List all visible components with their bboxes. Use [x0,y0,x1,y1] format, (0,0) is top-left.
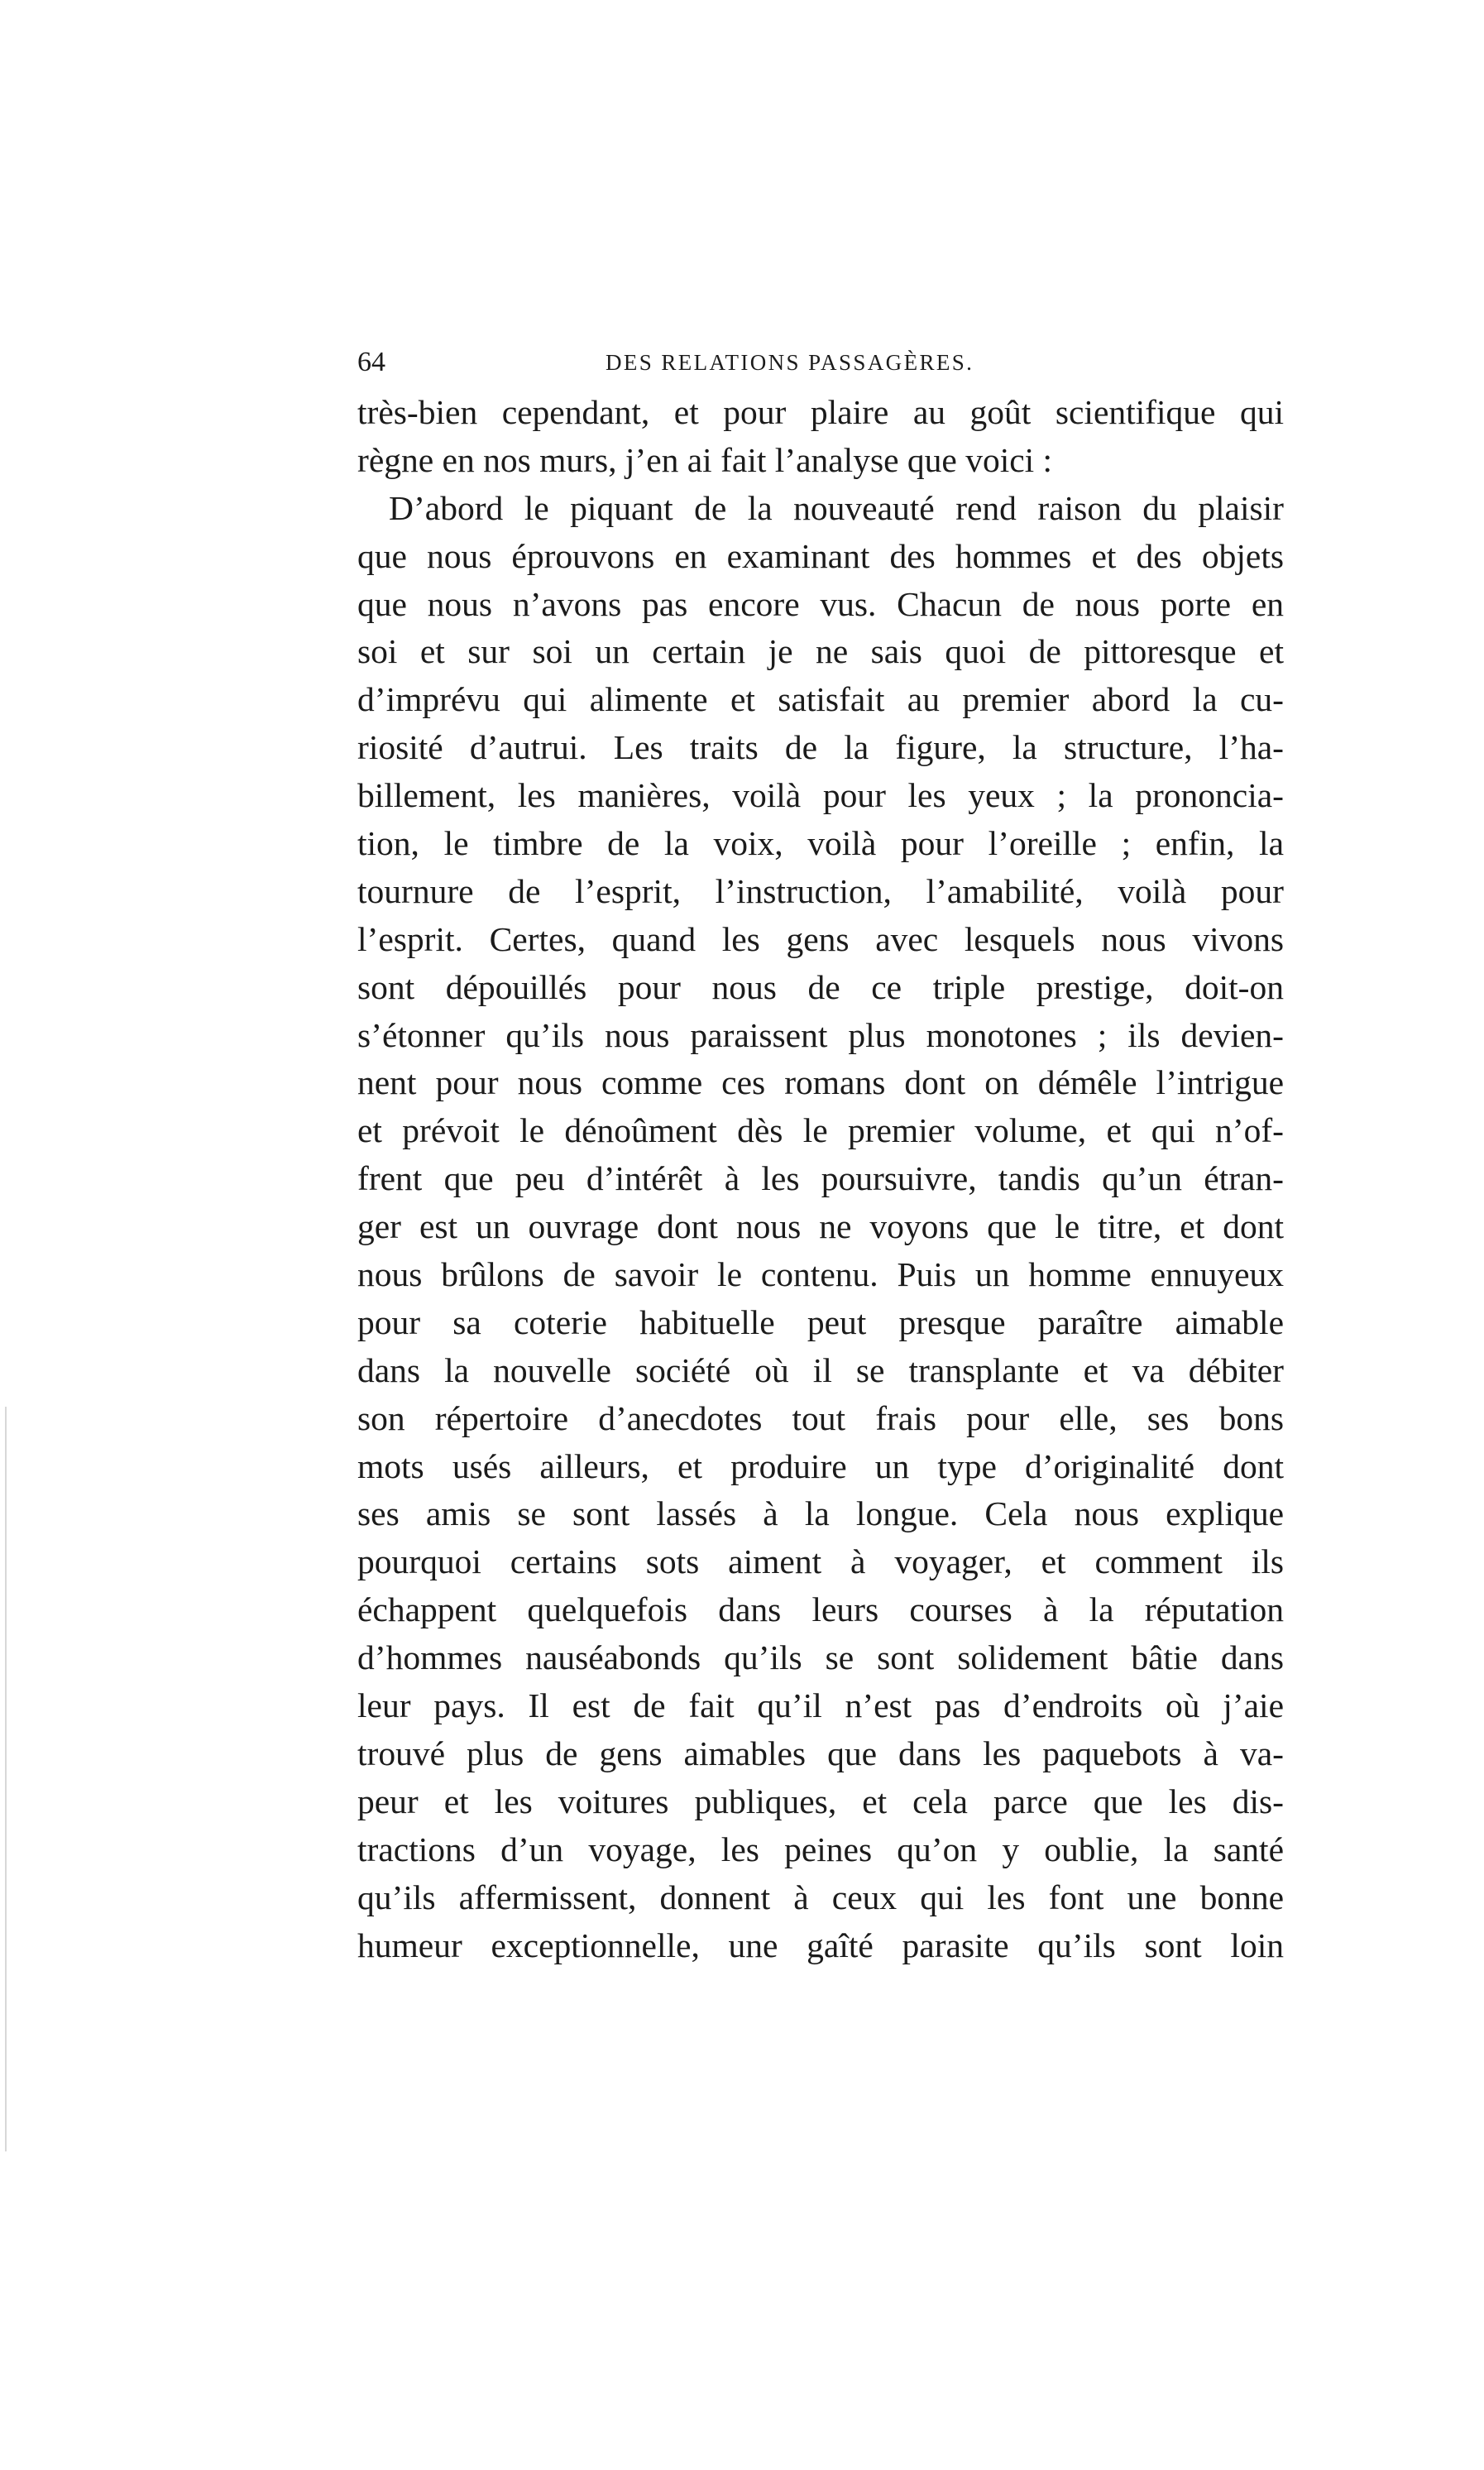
text-line: tractions d’un voyage, les peines qu’on y oublie, la santé [357,1830,1284,1868]
running-title: DES RELATIONS PASSAGÈRES. [606,350,974,375]
text-line: pourquoi certains sots aiment à voyager, et comment ils [357,1542,1284,1581]
text-line: que nous n’avons pas encore vus. Chacun de nous porte en [357,584,1284,623]
text-line: que nous éprouvons en examinant des hommes et des objets [357,536,1284,575]
text-line: trouvé plus de gens aimables que dans les paquebots à va- [357,1734,1284,1772]
page-edge-shadow [5,1407,7,2151]
text-line: très-bien cependant, et pour plaire au goût scientifique qui [357,393,1284,431]
text-line: sont dépouillés pour nous de ce triple prestige, doit-on [357,967,1284,1006]
text-line: échappent quelquefois dans leurs courses à la réputation [357,1590,1284,1629]
text-line: son répertoire d’anecdotes tout frais pour elle, ses bons [357,1398,1284,1437]
text-line: qu’ils affermissent, donnent à ceux qui les font une bonne [357,1878,1284,1916]
text-line: riosité d’autrui. Les traits de la figure, la structure, l’ha- [357,728,1284,767]
text-line: mots usés ailleurs, et produire un type d’originalité dont [357,1446,1284,1485]
text-line: ses amis se sont lassés à la longue. Cela nous explique [357,1494,1284,1533]
text-line: tournure de l’esprit, l’instruction, l’amabilité, voilà pour [357,871,1284,910]
text-line: D’abord le piquant de la nouveauté rend raison du plaisir [389,488,1284,527]
text-line: soi et sur soi un certain je ne sais quoi de pittoresque et [357,632,1284,671]
text-line: dans la nouvelle société où il se transplante et va débiter [357,1350,1284,1389]
text-line: règne en nos murs, j’en ai fait l’analyse que voici : [357,440,1053,479]
text-line: nous brûlons de savoir le contenu. Puis un homme ennuyeux [357,1255,1284,1294]
body-text [357,389,1284,1969]
text-line: pour sa coterie habituelle peut presque paraître aimable [357,1302,1284,1341]
text-line: frent que peu d’intérêt à les poursuivre, tandis qu’un étran- [357,1159,1284,1198]
text-line: nent pour nous comme ces romans dont on démêle l’intrigue [357,1063,1284,1102]
text-line: tion, le timbre de la voix, voilà pour l’oreille ; enfin, la [357,824,1284,863]
page-number: 64 [357,347,385,377]
text-line: d’imprévu qui alimente et satisfait au premier abord la cu- [357,680,1284,719]
text-line: d’hommes nauséabonds qu’ils se sont solidement bâtie dans [357,1638,1284,1677]
text-line: leur pays. Il est de fait qu’il n’est pas d’endroits où j’aie [357,1686,1284,1725]
text-line: ger est un ouvrage dont nous ne voyons que le titre, et dont [357,1207,1284,1246]
text-line: peur et les voitures publiques, et cela parce que les dis- [357,1782,1284,1820]
text-line: l’esprit. Certes, quand les gens avec lesquels nous vivons [357,919,1284,958]
text-line: et prévoit le dénoûment dès le premier volume, et qui n’of- [357,1111,1284,1150]
text-line: s’étonner qu’ils nous paraissent plus monotones ; ils devien- [357,1015,1284,1054]
running-header [357,338,1287,387]
text-line: billement, les manières, voilà pour les yeux ; la prononcia- [357,776,1284,815]
text-line: humeur exceptionnelle, une gaîté parasite qu’ils sont loin [357,1926,1284,1964]
